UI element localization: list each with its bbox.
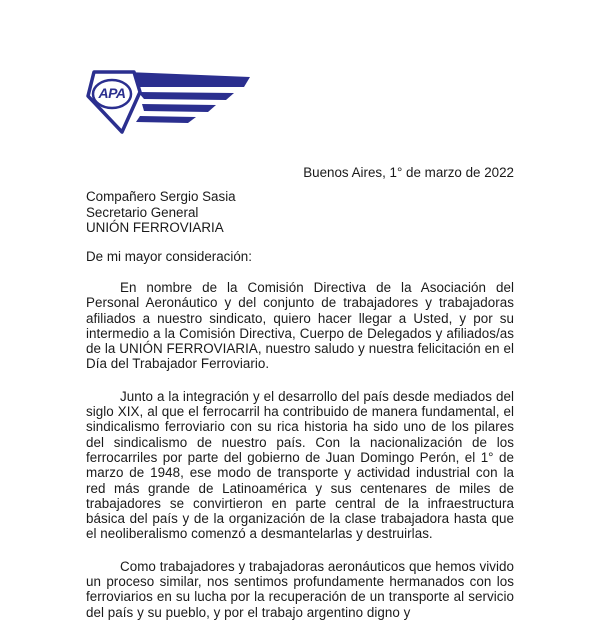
body-paragraph: Como trabajadores y trabajadoras aeronáuticos que hemos vivido un proceso similar, nos sentimos profundamente hermanados con los ferroviarios en su lucha por la recuperación de un transporte al servicio del país y su pueblo, y por el trabajo argentino digno y: [86, 558, 514, 620]
body-paragraph: En nombre de la Comisión Directiva de la Asociación del Personal Aeronáutico y del conjunto de trabajadores y trabajadoras afiliados a nuestro sindicato, quiero hacer llegar a Usted, y por su intermedio a la Comisión Directiva, Cuerpo de Delegados y afiliados/as de la UNIÓN FERROVIARIA, nuestro saludo y nuestra felicitación en el Día del Trabajador Ferroviario.: [86, 280, 514, 372]
addressee-position: Secretario General: [86, 204, 199, 220]
logo-text: APA: [98, 85, 126, 101]
addressee-organization: UNIÓN FERROVIARIA: [86, 220, 224, 235]
apa-logo: [84, 68, 252, 134]
winged-emblem-icon: [84, 68, 252, 134]
addressee-block: [86, 189, 236, 236]
letter-date: Buenos Aires, 1° de marzo de 2022: [303, 165, 514, 180]
salutation: De mi mayor consideración:: [86, 249, 252, 264]
addressee-name: Compañero Sergio Sasia: [86, 189, 236, 204]
body-paragraph: Junto a la integración y el desarrollo del país desde mediados del siglo XIX, al que el ferrocarril ha contribuido de manera fundamental, el sindicalismo ferroviario con su rica historia ha sido uno de los pilares del sindicalismo de nuestro país. Con la nacionalización de los ferrocarriles por parte del gobierno de Juan Domingo Perón, el 1° de marzo de 1948, ese modo de transporte y actividad industrial con la red más grande de Latinoamérica y sus centenares de miles de trabajadores se convirtieron en parte central de la infraestructura básica del país y de la organización de la clase trabajadora hasta que el neoliberalismo comenzó a desmantelarlas y destruirlas.: [86, 388, 514, 542]
letter-body: [86, 280, 514, 637]
